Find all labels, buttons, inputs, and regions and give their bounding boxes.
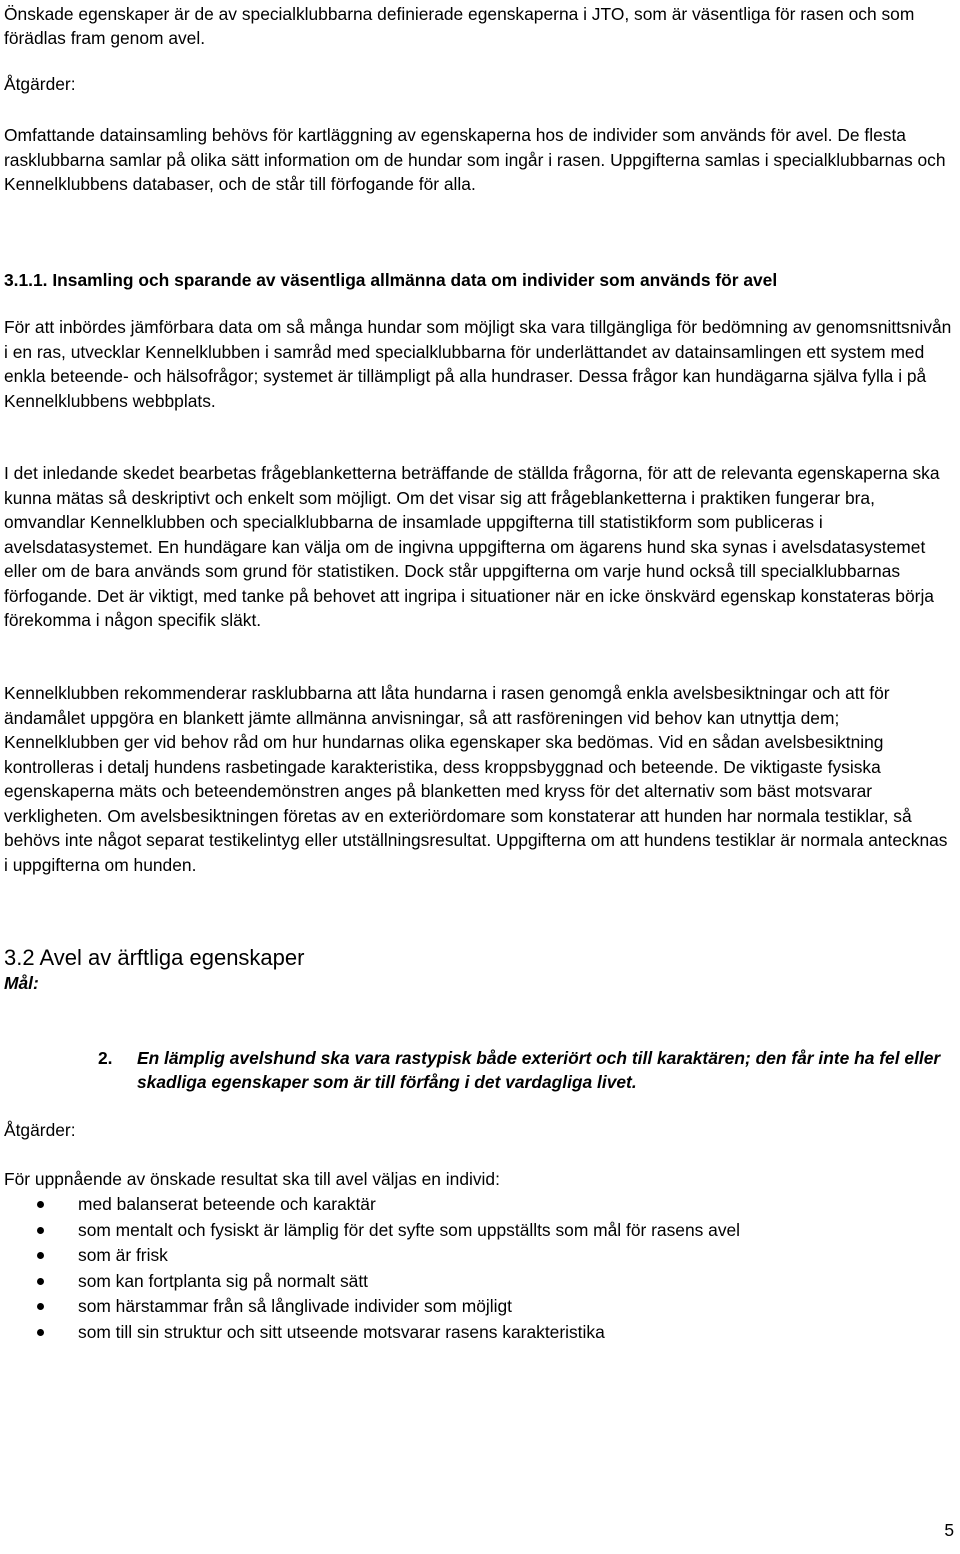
list-item: [0, 1320, 960, 1346]
body-paragraph-3: Kennelklubben rekommenderar rasklubbarna att låta hundarna i rasen genomgå enkla avelsbesiktningar och att för ändamålet uppgöra en blankett jämte allmänna anvisningar, så att rasföreningen vid behov kan utnyttja dem; Kennelklubben ger vid behov råd om hur hundarnas olika egenskaper ska bedömas. Vid en sådan avelsbesiktning kontrolleras i detalj hundens rasbetingade karakteristika, dess kroppsbyggnad och beteende. De viktigaste fysiska egenskaperna mäts och beteendemönstren anges på blanketten med kryss för det alternativ som bäst motsvarar verkligheten. Om avelsbesiktningen företas av en exteriördomare som konstaterar att hunden har normala testiklar, så behövs inte något separat testikelintyg eller utställningsresultat. Uppgifterna om att hundens testiklar är normala antecknas i uppgifterna om hunden.: [4, 683, 948, 875]
body-paragraph-1: För att inbördes jämförbara data om så många hundar som möjligt ska vara tillgängliga för bedömning av genomsnittsnivån i en ras, utvecklar Kennelklubben i samråd med specialklubbarna för underlättandet av datainsamlingen ett system med enkla beteende- och hälsofrågor; systemet är tillämpligt på alla hundraser. Dessa frågor kan hundägarna själva fylla i på Kennelklubbens webbplats.: [4, 317, 952, 411]
list-item: [0, 1218, 960, 1244]
list-item-text: som kan fortplanta sig på normalt sätt: [78, 1270, 368, 1291]
bullet-icon: [37, 1329, 44, 1336]
list-item-text: som mentalt och fysiskt är lämplig för det syfte som uppställts som mål för rasens avel: [78, 1219, 741, 1240]
list-item: [0, 1294, 960, 1320]
measures-paragraph: Omfattande datainsamling behövs för kartläggning av egenskaperna hos de individer som används för avel. De flesta rasklubbarna samlar på olika sätt information om de hundar som ingår i rasen. Uppgifterna samlas i specialklubbarnas och Kennelklubbens databaser, och de står till förfogande för alla.: [4, 125, 946, 194]
list-item: [0, 1269, 960, 1295]
requirements-list: [0, 1192, 960, 1346]
bullet-icon: [37, 1303, 44, 1310]
list-item: [0, 1243, 960, 1269]
goal-text: En lämplig avelshund ska vara rastypisk både exteriört och till karaktären; den får inte ha fel eller skadliga egenskaper som är till förfång i det vardagliga livet.: [137, 1048, 941, 1092]
bullet-icon: [37, 1252, 44, 1259]
list-item-text: med balanserat beteende och karaktär: [78, 1194, 376, 1214]
list-intro: För uppnående av önskade resultat ska till avel väljas en individ:: [4, 1169, 500, 1189]
list-item-text: som till sin struktur och sitt utseende motsvarar rasens karakteristika: [78, 1321, 605, 1342]
measures-label-2: Åtgärder:: [4, 1120, 76, 1140]
list-item-text: som är frisk: [78, 1245, 168, 1266]
bullet-icon: [37, 1227, 44, 1234]
page-number: 5: [944, 1520, 954, 1540]
goal-statement: [98, 1046, 948, 1094]
measures-label: Åtgärder:: [4, 74, 76, 94]
subsection-heading: 3.1.1. Insamling och sparande av väsentliga allmänna data om individer som används för avel: [4, 270, 778, 290]
section-title: 3.2 Avel av ärftliga egenskaper: [4, 945, 305, 970]
bullet-icon: [37, 1201, 44, 1208]
list-item-text: som härstammar från så långlivade individer som möjligt: [78, 1296, 512, 1317]
bullet-icon: [37, 1278, 44, 1285]
intro-paragraph: Önskade egenskaper är de av specialklubbarna definierade egenskaperna i JTO, som är väsentliga för rasen och som förädlas fram genom avel.: [4, 4, 915, 48]
body-paragraph-2: I det inledande skedet bearbetas frågeblanketterna beträffande de ställda frågorna, för att de relevanta egenskaperna ska kunna mätas så deskriptivt och enkelt som möjligt. Om det visar sig att frågeblanketterna i praktiken fungerar bra, omvandlar Kennelklubben och specialklubbarna de insamlade uppgifterna till statistikform som publiceras i avelsdatasystemet. En hundägare kan välja om de ingivna uppgifterna om ägarens hund ska synas i avelsdatasystemet eller om de bara används som grund för statistiken. Dock står uppgifterna om varje hund också till specialklubbarnas förfogande. Det är viktigt, med tanke på behovet att ingripa i situationer när en icke önskvärd egenskap konstateras börja förekomma i någon specifik släkt.: [4, 463, 940, 630]
goal-number: 2.: [98, 1048, 113, 1068]
goal-label: Mål:: [4, 973, 39, 993]
list-item: [0, 1192, 960, 1218]
